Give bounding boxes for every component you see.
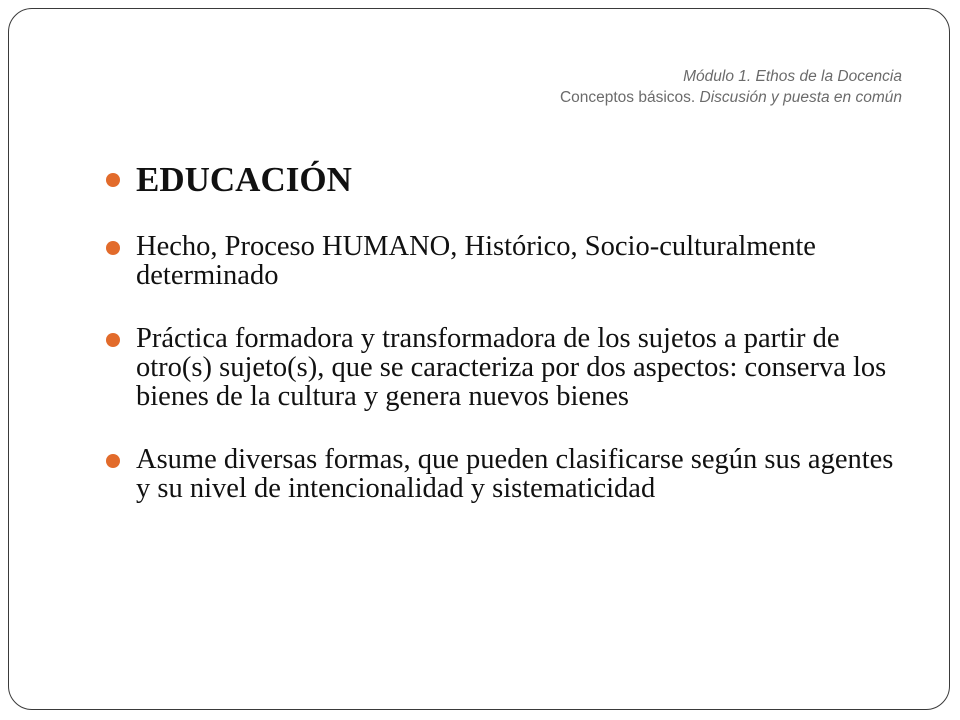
bullet-dot-icon <box>106 173 120 187</box>
bullet-dot-icon <box>106 333 120 347</box>
bullet-dot-icon <box>106 241 120 255</box>
bullet-text: Asume diversas formas, que pueden clasificarse según sus agentes y su nivel de intencionalidad y sistematicidad <box>136 444 894 504</box>
bullet-item-practica <box>106 324 906 411</box>
module-title: Módulo 1. Ethos de la Docencia <box>683 68 902 85</box>
slide-header <box>560 66 902 108</box>
subtitle-italic: Discusión y puesta en común <box>699 89 902 106</box>
bullet-item-hecho <box>106 232 906 290</box>
bullet-text: EDUCACIÓN <box>136 160 352 199</box>
bullet-item-educacion <box>106 160 906 200</box>
bullet-text: Práctica formadora y transformadora de los sujetos a partir de otro(s) sujeto(s), que se caracteriza por dos aspectos: conserva los bienes de la cultura y genera nuevos bienes <box>136 323 887 412</box>
subtitle-plain: Conceptos básicos. <box>559 89 696 106</box>
module-subtitle <box>560 87 902 108</box>
bullet-list <box>106 160 906 537</box>
bullet-item-asume <box>106 445 906 503</box>
bullet-text: Hecho, Proceso HUMANO, Histórico, Socio-culturalmente determinado <box>136 231 816 291</box>
bullet-dot-icon <box>106 454 120 468</box>
